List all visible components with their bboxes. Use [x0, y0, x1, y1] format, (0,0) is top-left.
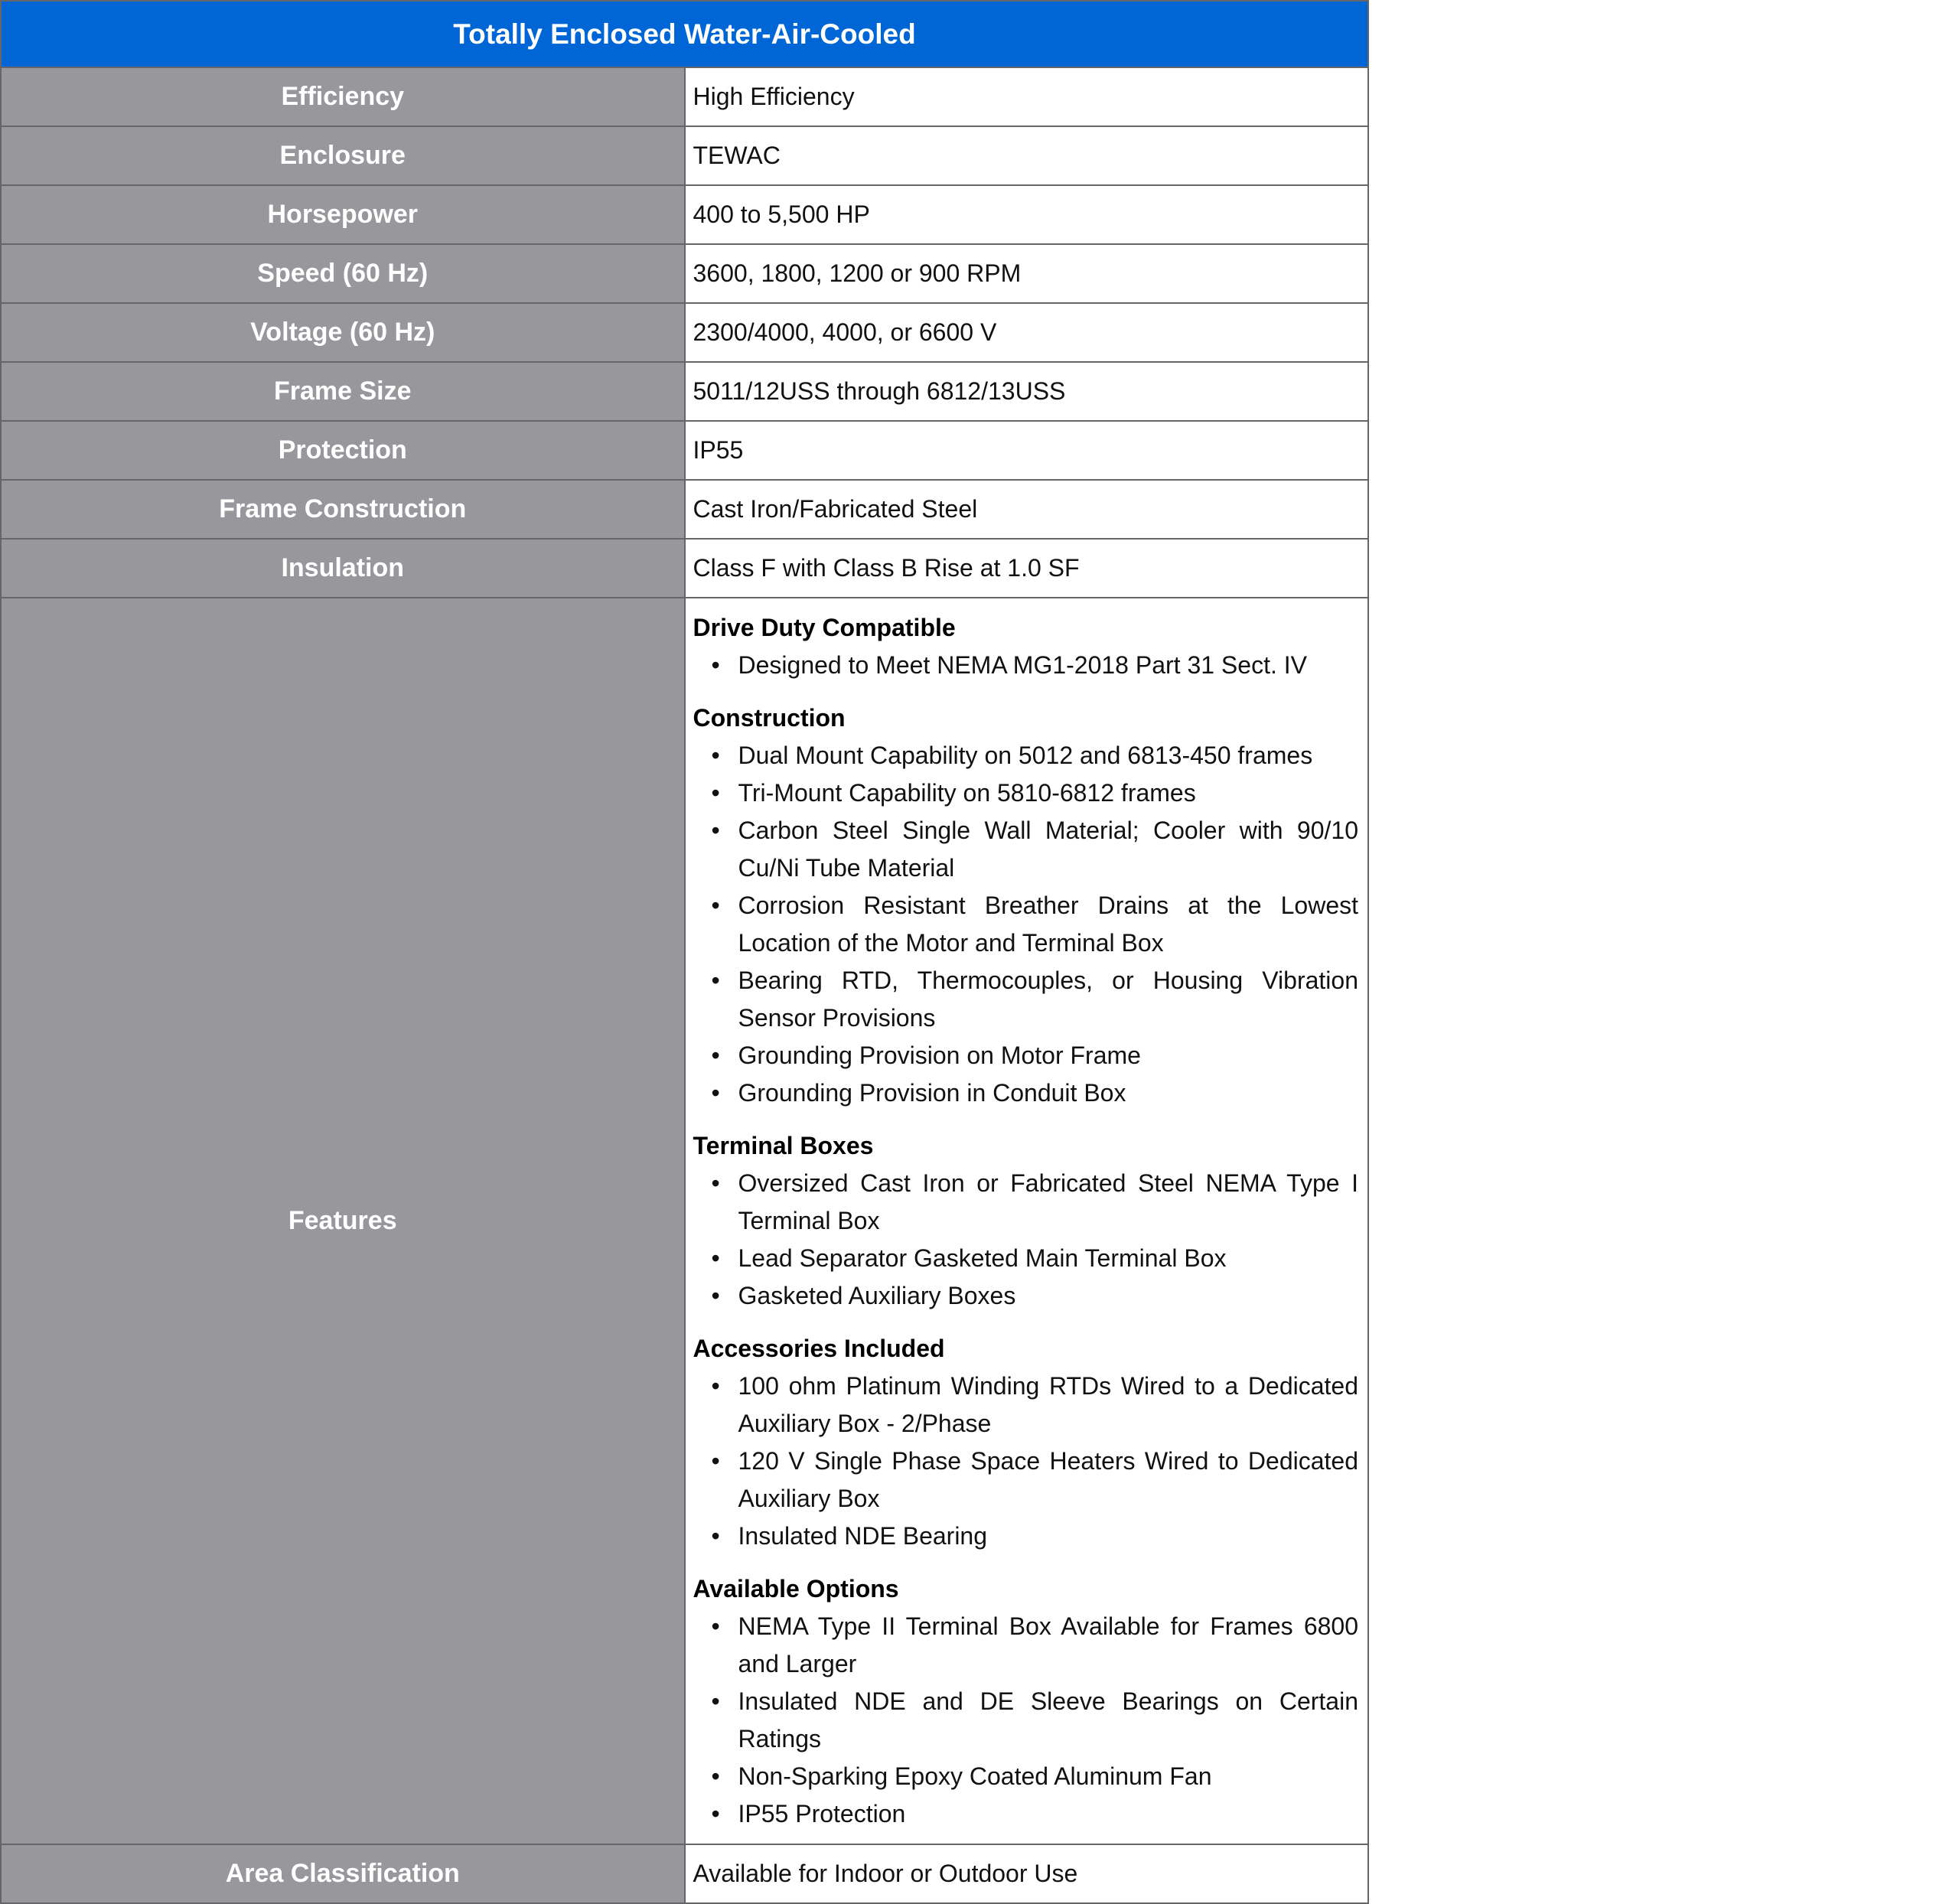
table-row: [1, 539, 1368, 598]
feature-list: [693, 737, 1359, 1112]
list-item-text: IP55 Protection: [738, 1800, 906, 1827]
feature-list: [693, 1608, 1359, 1833]
list-item-text: Corrosion Resistant Breather Drains at the Lowest Location of the Motor and Terminal Box: [738, 892, 1358, 957]
list-item-text: NEMA Type II Terminal Box Available for Frames 6800 and Larger: [738, 1612, 1358, 1677]
list-item-text: Insulated NDE Bearing: [738, 1522, 988, 1550]
feature-heading: Terminal Boxes: [693, 1132, 874, 1159]
list-item-text: 120 V Single Phase Space Heaters Wired to Dedicated Auxiliary Box: [738, 1447, 1358, 1512]
row-label: Enclosure: [1, 126, 685, 185]
bullet-icon: •: [711, 1282, 720, 1309]
row-value: 3600, 1800, 1200 or 900 RPM: [685, 244, 1369, 303]
list-item: [693, 1240, 1359, 1277]
bullet-icon: •: [711, 779, 720, 807]
row-value: Cast Iron/Fabricated Steel: [685, 480, 1369, 539]
bullet-icon: •: [711, 1079, 720, 1107]
row-value: Available for Indoor or Outdoor Use: [685, 1844, 1369, 1903]
bullet-icon: •: [711, 892, 720, 919]
feature-section: [693, 609, 1359, 684]
table-row: [1, 244, 1368, 303]
row-value: TEWAC: [685, 126, 1369, 185]
row-label: Insulation: [1, 539, 685, 598]
row-label: Horsepower: [1, 185, 685, 244]
list-item: [693, 1074, 1359, 1112]
row-value: 5011/12USS through 6812/13USS: [685, 362, 1369, 421]
list-item: [693, 812, 1359, 887]
feature-list: [693, 647, 1359, 684]
feature-section: [693, 1570, 1359, 1833]
bullet-icon: •: [711, 1612, 720, 1640]
row-value: 2300/4000, 4000, or 6600 V: [685, 303, 1369, 362]
feature-list: [693, 1368, 1359, 1555]
table-title: Totally Enclosed Water-Air-Cooled: [1, 1, 1368, 67]
list-item: [693, 1277, 1359, 1315]
row-label: Speed (60 Hz): [1, 244, 685, 303]
list-item: [693, 737, 1359, 774]
bullet-icon: •: [711, 1169, 720, 1197]
list-item: [693, 1368, 1359, 1443]
bullet-icon: •: [711, 1800, 720, 1827]
row-value: 400 to 5,500 HP: [685, 185, 1369, 244]
row-label: Voltage (60 Hz): [1, 303, 685, 362]
feature-section: [693, 699, 1359, 1112]
list-item-text: Oversized Cast Iron or Fabricated Steel NEMA Type I Terminal Box: [738, 1169, 1358, 1234]
table-row: [1, 67, 1368, 126]
feature-section: [693, 1127, 1359, 1315]
list-item: [693, 1165, 1359, 1240]
list-item-text: Grounding Provision in Conduit Box: [738, 1079, 1126, 1107]
list-item: [693, 962, 1359, 1037]
list-item: [693, 1758, 1359, 1795]
table-row: [1, 1844, 1368, 1903]
row-value: High Efficiency: [685, 67, 1369, 126]
bullet-icon: •: [711, 1522, 720, 1550]
row-label: Frame Size: [1, 362, 685, 421]
bullet-icon: •: [711, 1762, 720, 1790]
list-item: [693, 1795, 1359, 1833]
list-item-text: Designed to Meet NEMA MG1-2018 Part 31 Sect. IV: [738, 651, 1307, 679]
row-label: Frame Construction: [1, 480, 685, 539]
bullet-icon: •: [711, 1042, 720, 1069]
list-item: [693, 647, 1359, 684]
row-label: Efficiency: [1, 67, 685, 126]
list-item-text: Grounding Provision on Motor Frame: [738, 1042, 1141, 1069]
features-label: Features: [1, 598, 685, 1844]
feature-heading: Drive Duty Compatible: [693, 614, 956, 641]
bullet-icon: •: [711, 742, 720, 769]
table-row: [1, 126, 1368, 185]
feature-list: [693, 1165, 1359, 1315]
bullet-icon: •: [711, 1687, 720, 1715]
list-item-text: Dual Mount Capability on 5012 and 6813-450 frames: [738, 742, 1313, 769]
list-item-text: Tri-Mount Capability on 5810-6812 frames: [738, 779, 1196, 807]
row-value: Class F with Class B Rise at 1.0 SF: [685, 539, 1369, 598]
list-item: [693, 1518, 1359, 1555]
feature-heading: Available Options: [693, 1575, 899, 1602]
list-item: [693, 1683, 1359, 1758]
list-item-text: Lead Separator Gasketed Main Terminal Box: [738, 1244, 1227, 1272]
table-row: [1, 185, 1368, 244]
list-item: [693, 1037, 1359, 1074]
table-row: [1, 480, 1368, 539]
list-item-text: Insulated NDE and DE Sleeve Bearings on Certain Ratings: [738, 1687, 1358, 1752]
list-item: [693, 1443, 1359, 1518]
bullet-icon: •: [711, 1244, 720, 1272]
list-item-text: Gasketed Auxiliary Boxes: [738, 1282, 1016, 1309]
list-item: [693, 1608, 1359, 1683]
row-label: Area Classification: [1, 1844, 685, 1903]
features-cell: [685, 598, 1369, 1844]
row-value: IP55: [685, 421, 1369, 480]
list-item: [693, 774, 1359, 812]
bullet-icon: •: [711, 967, 720, 994]
row-label: Protection: [1, 421, 685, 480]
list-item-text: Carbon Steel Single Wall Material; Cooler with 90/10 Cu/Ni Tube Material: [738, 817, 1358, 882]
feature-section: [693, 1330, 1359, 1555]
table-row: [1, 421, 1368, 480]
bullet-icon: •: [711, 1447, 720, 1475]
list-item-text: Bearing RTD, Thermocouples, or Housing Vibration Sensor Provisions: [738, 967, 1358, 1032]
bullet-icon: •: [711, 1372, 720, 1400]
list-item: [693, 887, 1359, 962]
feature-heading: Accessories Included: [693, 1335, 945, 1362]
bullet-icon: •: [711, 651, 720, 679]
table-row: [1, 303, 1368, 362]
list-item-text: 100 ohm Platinum Winding RTDs Wired to a Dedicated Auxiliary Box - 2/Phase: [738, 1372, 1358, 1437]
table-row: [1, 362, 1368, 421]
bullet-icon: •: [711, 817, 720, 844]
feature-heading: Construction: [693, 704, 846, 732]
list-item-text: Non-Sparking Epoxy Coated Aluminum Fan: [738, 1762, 1212, 1790]
features-row: [1, 598, 1368, 1844]
